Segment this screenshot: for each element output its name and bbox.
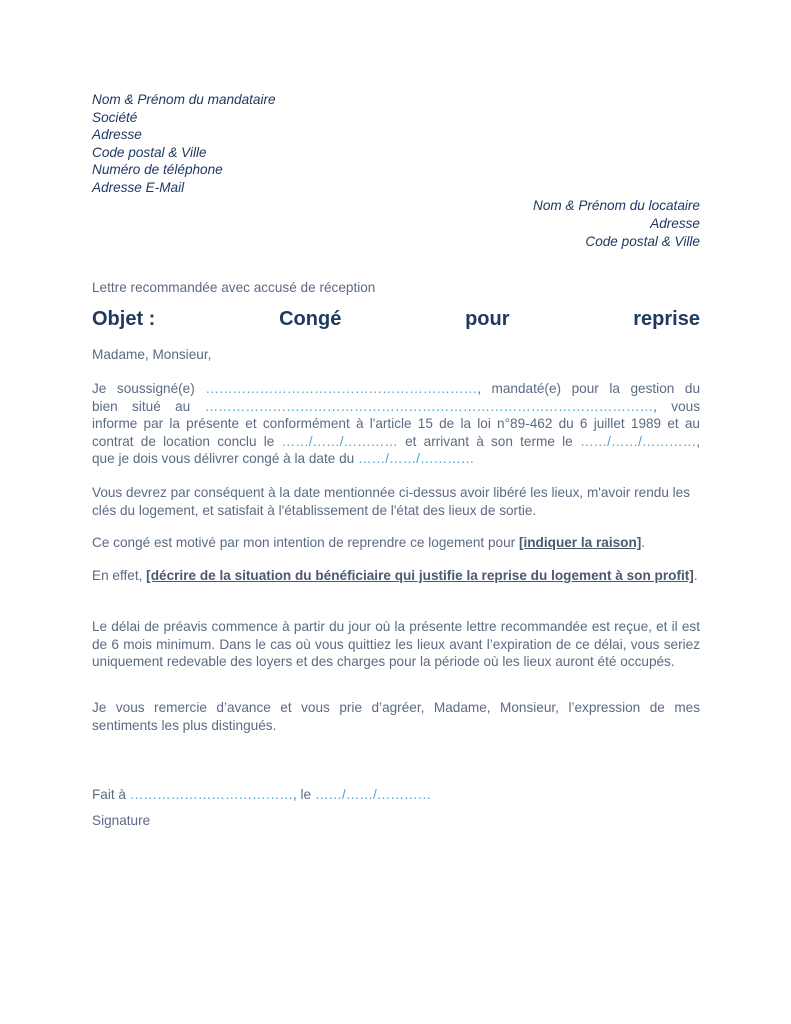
- fill-in-date-dots[interactable]: ……/……/…………: [281, 433, 398, 449]
- text: En effet,: [92, 568, 147, 583]
- declaration-line: [92, 450, 700, 468]
- reason-placeholder[interactable]: [indiquer la raison]: [518, 535, 642, 550]
- text: et arrivant à son terme le: [405, 433, 573, 449]
- salutation: Madame, Monsieur,: [92, 347, 212, 362]
- paragraph-obligations: Vous devrez par conséquent à la date mentionnée ci-dessus avoir libéré les lieux, m'avoir rendu les clés du logement, et satisfait à l'établissement de l'état des lieux de sortie.: [92, 485, 691, 518]
- signature-label: Signature: [92, 813, 151, 828]
- fill-in-date-dots[interactable]: ……/……/…………: [579, 433, 697, 449]
- fill-in-date-dots[interactable]: ……/……/…………: [314, 787, 432, 802]
- sender-email: Adresse E-Mail: [92, 179, 185, 195]
- recipient-name: Nom & Prénom du locataire: [533, 198, 700, 213]
- sender-postal-city: Code postal & Ville: [92, 144, 207, 160]
- text: , mandaté(e) pour la gestion du: [477, 381, 701, 396]
- subject-label: Objet :: [92, 308, 156, 330]
- subject-word: Congé: [279, 308, 342, 330]
- fill-in-date-dots[interactable]: ……/……/…………: [358, 451, 475, 467]
- subject-word: reprise: [633, 308, 700, 330]
- text: ,: [696, 433, 701, 449]
- text: bien situé au: [92, 398, 191, 414]
- beneficiary-placeholder[interactable]: [décrire de la situation du bénéficiaire qui justifie la reprise du logement à son profit]: [146, 568, 694, 583]
- place-date-line: [92, 786, 700, 804]
- declaration-line: [92, 380, 700, 398]
- text: contrat de location conclu le: [92, 433, 275, 449]
- sender-name: Nom & Prénom du mandataire: [92, 92, 276, 107]
- text: Fait à: [92, 787, 126, 802]
- text: que je dois vous délivrer congé à la date du: [92, 451, 355, 467]
- text: , vous: [653, 398, 700, 414]
- paragraph-notice-period: Le délai de préavis commence à partir du jour où la présente lettre recommandée est reçue, et il est de 6 mois minimum. Dans le cas où vous quittiez les lieux avant l’expiration de ce délai, vous seriez uniquement redevable des loyers et des charges pour la période où les lieux auront été occupés.: [92, 619, 700, 670]
- paragraph-reason: [92, 534, 700, 552]
- text: Je soussigné(e): [92, 381, 195, 396]
- recipient-block: [533, 197, 700, 250]
- recipient-address: Adresse: [650, 215, 700, 231]
- paragraph-closing-formula: Je vous remercie d’avance et vous prie d’agréer, Madame, Monsieur, l’expression de mes sentiments les plus distingués.: [92, 700, 700, 733]
- declaration-line: [92, 433, 700, 451]
- sender-address: Adresse: [92, 127, 142, 143]
- declaration-line: informe par la présente et conformément à l'article 15 de la loi n°89-462 du 6 juillet 1989 et au: [92, 416, 700, 432]
- subject-line: [92, 307, 700, 331]
- fill-in-place-dots[interactable]: ………………………………: [129, 787, 293, 802]
- fill-in-dots[interactable]: ……………………………………………………: [205, 381, 478, 396]
- sender-company: Société: [92, 109, 138, 125]
- text: .: [641, 535, 646, 550]
- declaration-line: [92, 398, 700, 416]
- text: , le: [292, 787, 312, 802]
- sender-block: [92, 91, 276, 197]
- paragraph-declaration: [92, 380, 700, 468]
- fill-in-dots[interactable]: ………………………………………………………………………………………: [204, 398, 654, 414]
- paragraph-beneficiary: [92, 567, 700, 585]
- sender-phone: Numéro de téléphone: [92, 162, 223, 178]
- subject-word: pour: [465, 308, 510, 330]
- registered-mail-mention: Lettre recommandée avec accusé de réception: [92, 280, 376, 295]
- text: .: [693, 568, 698, 583]
- text: Ce congé est motivé par mon intention de reprendre ce logement pour: [92, 535, 519, 550]
- recipient-postal-city: Code postal & Ville: [585, 233, 700, 249]
